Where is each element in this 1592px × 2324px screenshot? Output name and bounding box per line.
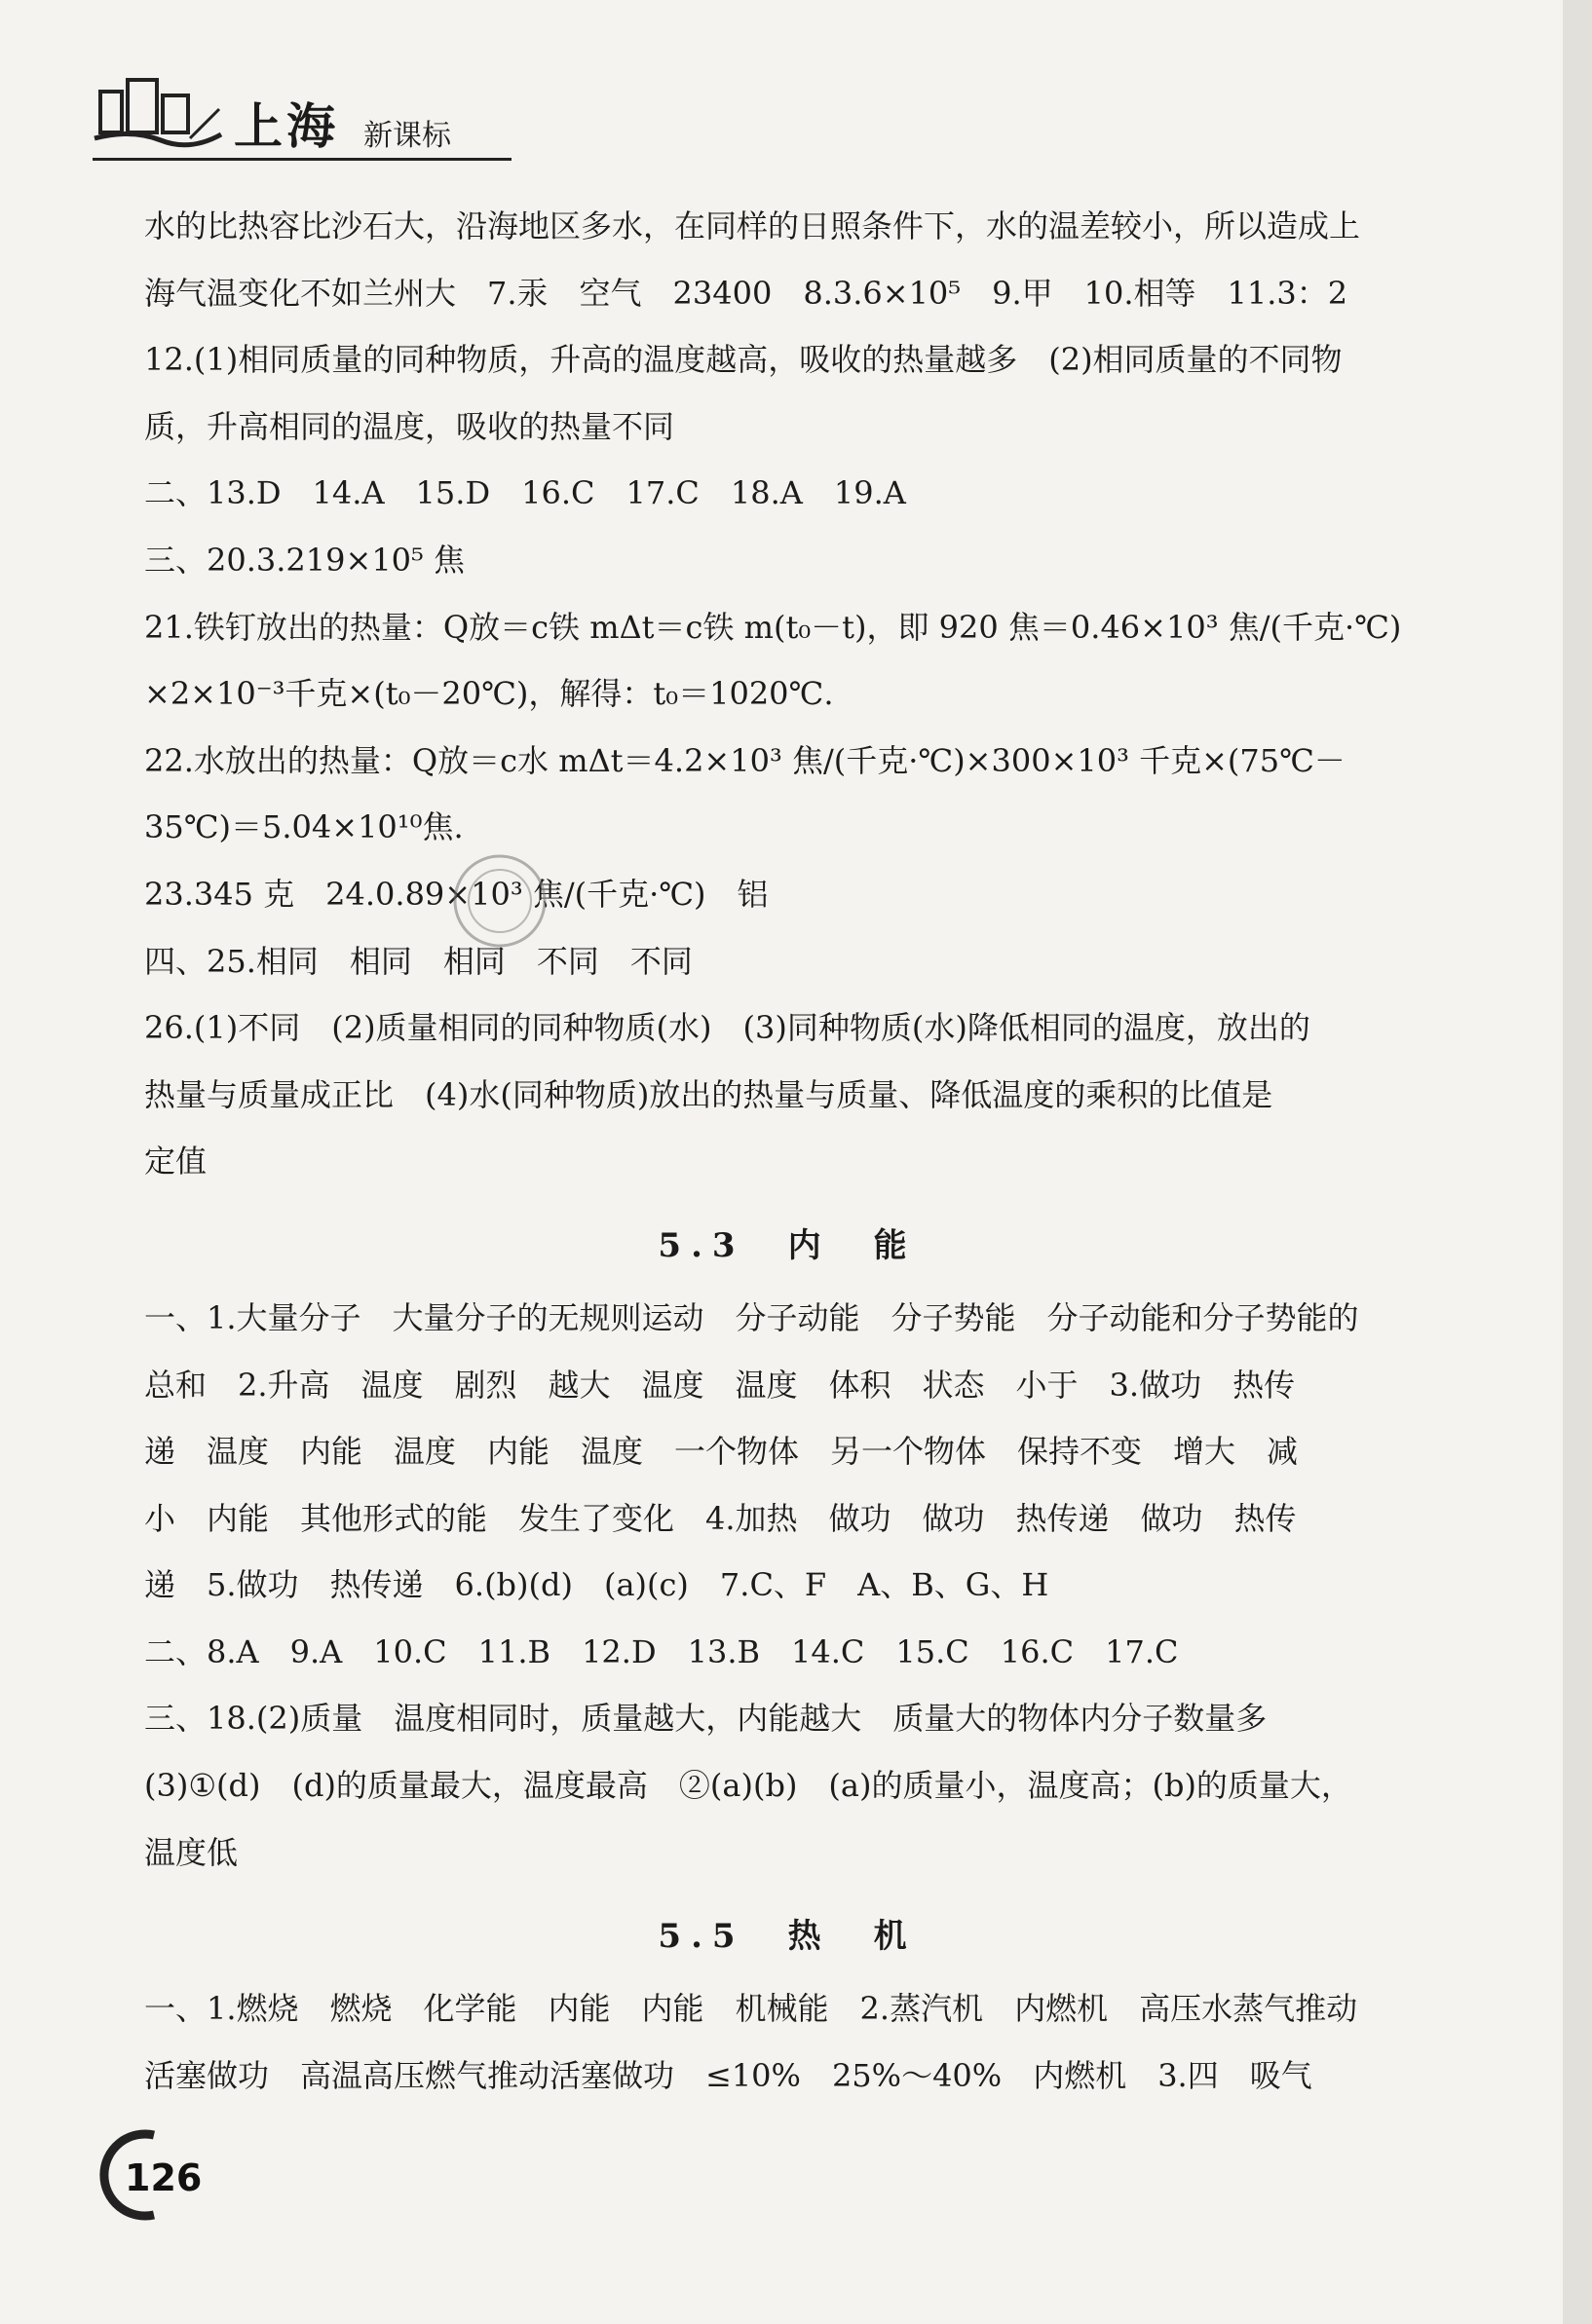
page-number: 126: [125, 2156, 203, 2199]
text-line: 质，升高相同的温度，吸收的热量不同: [144, 407, 675, 445]
stamp-seal-icon: [446, 847, 553, 955]
text-line: 小 内能 其他形式的能 发生了变化 4.加热 做功 做功 热传递 做功 热传: [144, 1499, 1297, 1537]
text-line: 一、1.大量分子 大量分子的无规则运动 分子动能 分子势能 分子动能和分子势能的: [144, 1298, 1359, 1336]
text-line: 35℃)＝5.04×10¹⁰焦.: [144, 808, 464, 846]
section-heading-5-3: 5.3 内 能: [658, 1225, 917, 1265]
text-line: ×2×10⁻³千克×(t₀－20℃)，解得：t₀＝1020℃.: [144, 675, 834, 713]
text-line: 二、13.D 14.A 15.D 16.C 17.C 18.A 19.A: [144, 474, 906, 512]
text-line: 三、18.(2)质量 温度相同时，质量越大，内能越大 质量大的物体内分子数量多: [144, 1700, 1268, 1738]
page-header: [93, 60, 512, 168]
text-line: 四、25.相同 相同 相同 不同 不同: [144, 942, 693, 980]
text-line: 21.铁钉放出的热量：Q放＝c铁 mΔt＝c铁 m(t₀－t)，即 920 焦＝0.46×10³ 焦/(千克·℃): [144, 608, 1402, 646]
text-line: 二、8.A 9.A 10.C 11.B 12.D 13.B 14.C 15.C 16.C 17.C: [144, 1632, 1179, 1670]
text-line: 递 5.做功 热传递 6.(b)(d) (a)(c) 7.C、F A、B、G、H: [144, 1566, 1049, 1604]
header-rule: [93, 158, 512, 161]
text-line: 定值: [144, 1143, 208, 1181]
header-title: 上海: [234, 97, 339, 155]
answer-content: [144, 193, 1430, 2109]
page-edge: [1563, 0, 1592, 2324]
header-subtitle: 新课标: [363, 119, 451, 153]
text-line: 22.水放出的热量：Q放＝c水 mΔt＝4.2×10³ 焦/(千克·℃)×300×10³ 千克×(75℃－: [144, 741, 1346, 779]
text-line: 总和 2.升高 温度 剧烈 越大 温度 温度 体积 状态 小于 3.做功 热传: [144, 1366, 1296, 1404]
text-line: 活塞做功 高温高压燃气推动活塞做功 ≤10% 25%～40% 内燃机 3.四 吸气: [144, 2056, 1312, 2094]
text-line: 递 温度 内能 温度 内能 温度 一个物体 另一个物体 保持不变 增大 减: [144, 1433, 1299, 1471]
text-line: 温度低: [144, 1833, 239, 1871]
text-line: 26.(1)不同 (2)质量相同的同种物质(水) (3)同种物质(水)降低相同的温度，放出的: [144, 1009, 1310, 1047]
text-line: 12.(1)相同质量的同种物质，升高的温度越高，吸收的热量越多 (2)相同质量的不同物: [144, 341, 1343, 379]
text-line: 一、1.燃烧 燃烧 化学能 内能 内能 机械能 2.蒸汽机 内燃机 高压水蒸气推动: [144, 1990, 1358, 2028]
section-heading-5-5: 5.5 热 机: [658, 1917, 917, 1957]
text-line: 热量与质量成正比 (4)水(同种物质)放出的热量与质量、降低温度的乘积的比值是: [144, 1075, 1273, 1113]
text-line: 海气温变化不如兰州大 7.汞 空气 23400 8.3.6×10⁵ 9.甲 10.相等 11.3：2: [144, 274, 1348, 312]
text-line: 23.345 克 24.0.89×10³ 焦/(千克·℃) 铝: [144, 875, 769, 913]
text-line: (3)①(d) (d)的质量最大，温度最高 ②(a)(b) (a)的质量小，温度高；(b)的质量大，: [144, 1767, 1352, 1805]
text-line: 水的比热容比沙石大，沿海地区多水，在同样的日照条件下，水的温差较小，所以造成上: [144, 207, 1361, 244]
building-logo-icon: [93, 70, 224, 148]
text-line: 三、20.3.219×10⁵ 焦: [144, 541, 466, 579]
